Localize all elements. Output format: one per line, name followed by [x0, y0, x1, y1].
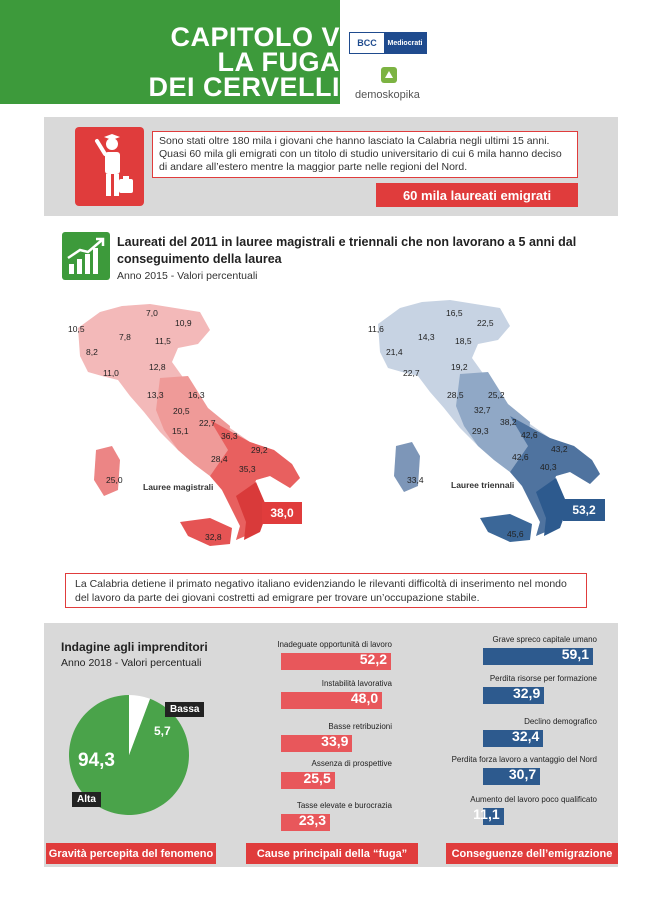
map-label: 11,6: [368, 324, 384, 334]
map-caption-triennali: Lauree triennali: [451, 480, 515, 490]
map-label: 7,8: [119, 332, 131, 342]
map-label: 20,5: [173, 406, 190, 416]
bar-category-label: Basse retribuzioni: [328, 722, 392, 731]
title-line-3: DEI CERVELLI: [148, 72, 340, 102]
demoskopika-icon: [378, 64, 400, 86]
pie-value-alta: 94,3: [78, 750, 115, 771]
map-triennali: [360, 296, 620, 561]
map-label: 25,0: [106, 475, 123, 485]
bar-category-label: Declino demografico: [524, 717, 597, 726]
map-label: 15,1: [172, 426, 189, 436]
person-with-suitcase-icon: [75, 127, 144, 206]
bar-value-label: 48,0: [350, 690, 379, 706]
map-label: 10,5: [68, 324, 85, 334]
map-label: 22,5: [477, 318, 494, 328]
map-label: 35,3: [239, 464, 256, 474]
bar-value-label: 25,5: [303, 770, 331, 786]
survey-subtitle: Anno 2018 - Valori percentuali: [61, 657, 202, 669]
map-label: 40,3: [540, 462, 557, 472]
bar-category-label: Tasse elevate e burocrazia: [296, 801, 392, 810]
header-banner: [0, 0, 340, 104]
section1-title: Laureati del 2011 in lauree magistrali e triennali che non lavorano a 5 anni dal conseguimento della laurea: [117, 235, 577, 266]
footer-cause: Cause principali della “fuga”: [246, 843, 418, 864]
map-label: 8,2: [86, 347, 98, 357]
map-label: 42,6: [512, 452, 529, 462]
section1-subtitle: Anno 2015 - Valori percentuali: [117, 270, 258, 282]
map-magistrali: [60, 300, 320, 565]
bcc-logo: [349, 32, 427, 54]
map-label: 42,6: [521, 430, 538, 440]
map-label: 22,7: [199, 418, 216, 428]
map-label: 16,3: [188, 390, 205, 400]
bar-category-label: Assenza di prospettive: [311, 759, 392, 768]
footer-gravita: Gravità percepita del fenomeno: [46, 843, 216, 864]
demoskopika-logo-text: demoskopika: [355, 89, 420, 101]
bar-value-label: 23,3: [298, 812, 327, 828]
bar-value-label: 11,1: [473, 806, 500, 822]
intro-badge: 60 mila laureati emigrati: [376, 183, 578, 207]
bcc-logo-right: Mediocrati: [384, 33, 426, 53]
map-label: 11,5: [155, 336, 171, 346]
footer-conseguenze: Conseguenze dell’emigrazione: [446, 843, 618, 864]
bar-value-label: 32,4: [512, 728, 540, 744]
map-label: 28,4: [211, 454, 228, 464]
bar-value-label: 33,9: [321, 733, 349, 749]
pie-label-alta: Alta: [72, 792, 101, 807]
survey-title: Indagine agli imprenditori: [61, 640, 208, 654]
title-line-2: LA FUGA: [217, 47, 340, 77]
pie-label-bassa: Bassa: [165, 702, 204, 717]
bar-category-label: Aumento del lavoro poco qualificato: [470, 795, 597, 804]
map-label: 7,0: [146, 308, 158, 318]
map-label: 33,4: [407, 475, 424, 485]
map-label: 29,3: [472, 426, 489, 436]
chart-icon: [62, 232, 110, 280]
bar-value-label: 32,9: [512, 685, 541, 701]
map-label: 16,5: [446, 308, 463, 318]
title-line-1: CAPITOLO V: [170, 22, 340, 52]
bar-value-label: 30,7: [508, 766, 537, 782]
bar-category-label: Perdita risorse per formazione: [489, 674, 597, 683]
map-label: 13,3: [147, 390, 164, 400]
pie-value-bassa: 5,7: [154, 724, 171, 738]
calabria-note: La Calabria detiene il primato negativo italiano evidenziando le rilevanti difficoltà di inserimento nel mondo del lavoro da parte dei giovani costretti ad emigrare per trovare un’occupazione stabile.: [65, 573, 587, 608]
intro-text: Sono stati oltre 180 mila i giovani che hanno lasciato la Calabria negli ultimi 15 anni. Quasi 60 mila gli emigrati con un titolo di studio universitario di cui 6 mila hanno deciso di andare all’estero mentre la maggior parte nelle regioni del Nord.: [152, 131, 578, 178]
map-label: 12,8: [149, 362, 166, 372]
bar-value-label: 52,2: [359, 651, 387, 667]
map-label: 19,2: [451, 362, 468, 372]
map-caption-magistrali: Lauree magistrali: [143, 482, 214, 492]
map-label: 11,0: [103, 368, 119, 378]
map-label: 28,5: [447, 390, 464, 400]
map-label: 21,4: [386, 347, 403, 357]
map-label: 22,7: [403, 368, 420, 378]
bar-category-label: Inadeguate opportunità di lavoro: [277, 640, 392, 649]
bar-category-label: Instabilità lavorativa: [321, 679, 392, 688]
map-label: 32,8: [205, 532, 222, 542]
map-label: 45,6: [507, 529, 524, 539]
map-label: 29,2: [251, 445, 268, 455]
map-label: 14,3: [418, 332, 435, 342]
bar-value-label: 59,1: [561, 646, 589, 662]
bar-category-label: Perdita forza lavoro a vantaggio del Nord: [451, 755, 597, 764]
map-label: 10,9: [175, 318, 192, 328]
calabria-triennali-badge: 53,2: [563, 499, 605, 521]
map-label: 43,2: [551, 444, 568, 454]
bcc-logo-left: BCC: [350, 33, 384, 53]
map-label: 18,5: [455, 336, 472, 346]
calabria-magistrali-badge: 38,0: [262, 502, 302, 524]
map-label: 25,2: [488, 390, 505, 400]
map-label: 32,7: [474, 405, 491, 415]
map-label: 38,2: [500, 417, 517, 427]
bar-category-label: Grave spreco capitale umano: [492, 635, 597, 644]
map-label: 36,3: [221, 431, 238, 441]
